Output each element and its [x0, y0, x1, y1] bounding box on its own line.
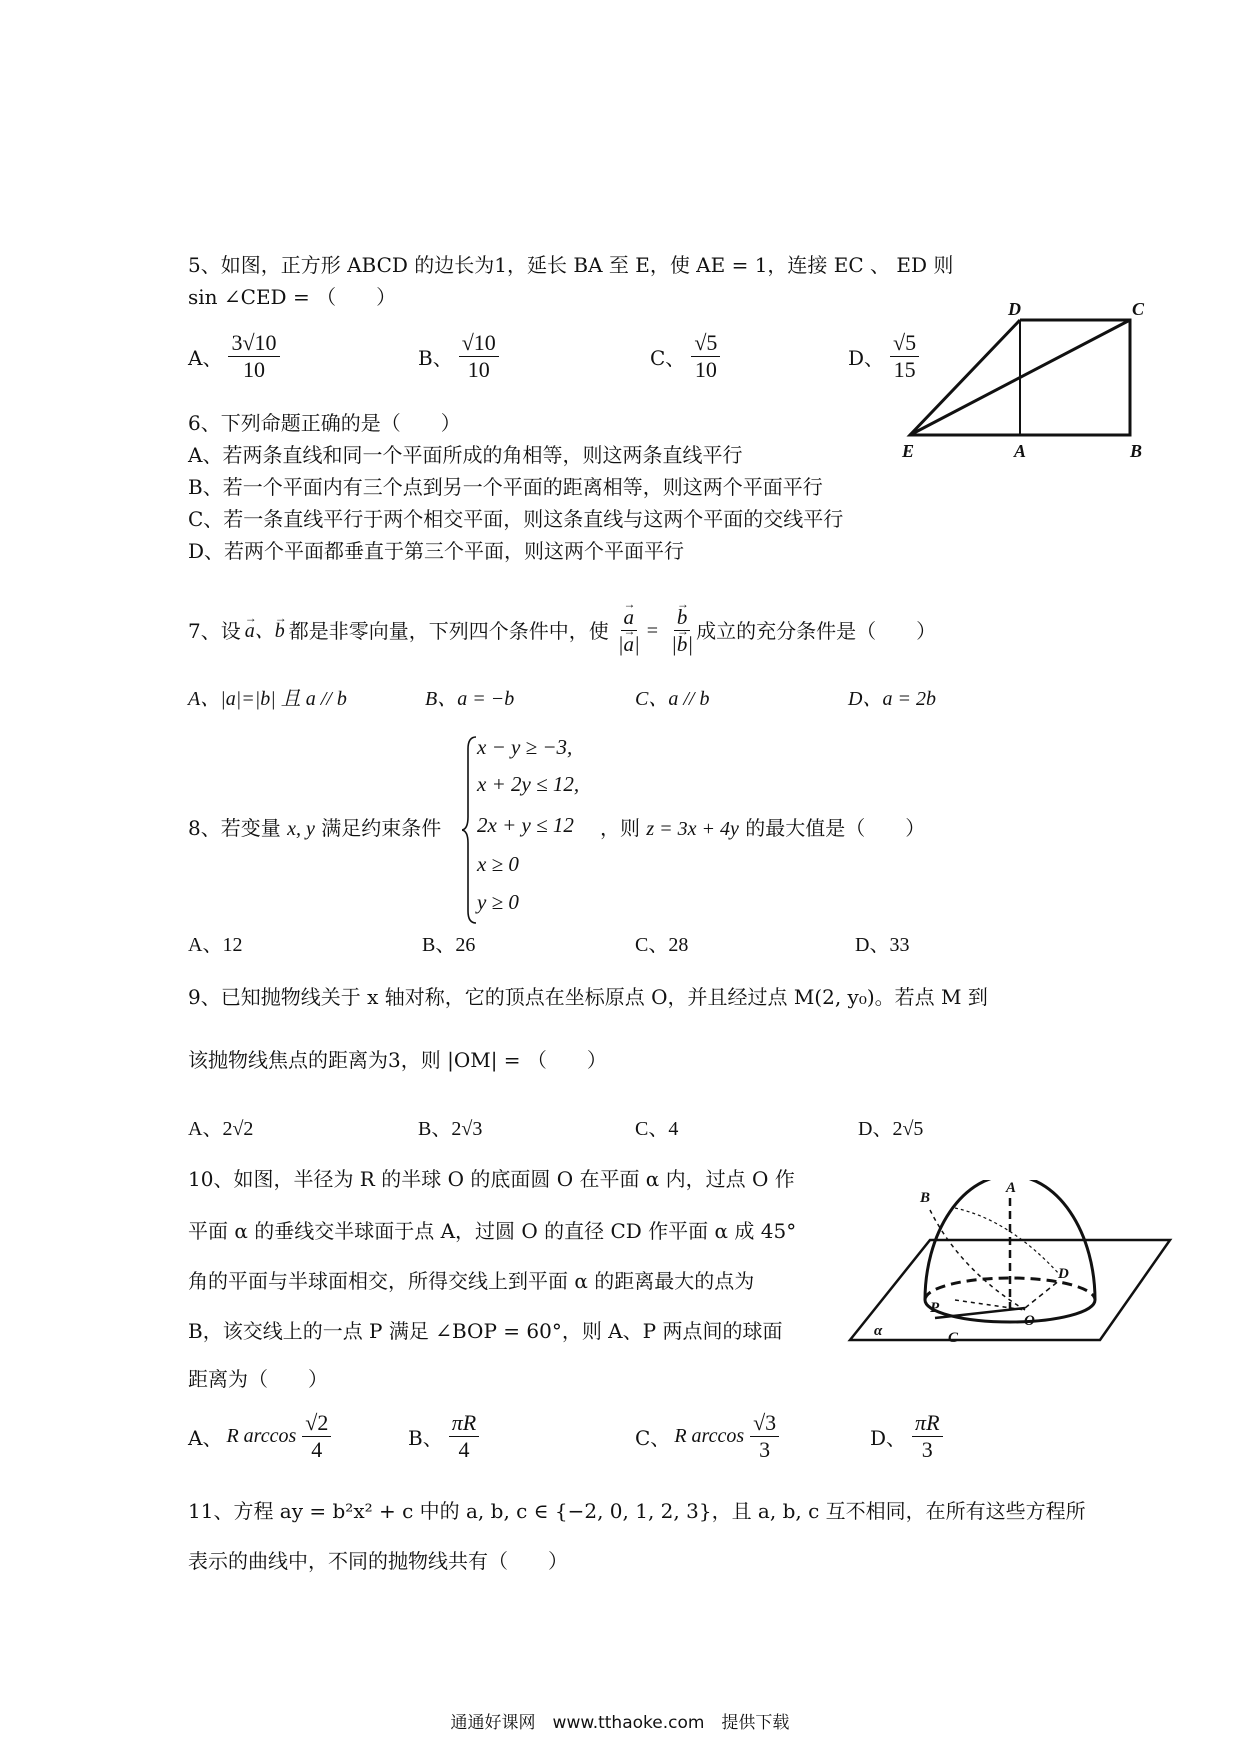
q10-stem-line5: 距离为（ ）: [188, 1367, 328, 1391]
q7-option-d: D、a = 2b: [848, 688, 936, 710]
q5-label-a: A: [1014, 441, 1027, 461]
q5-option-c: C、 $\frac{√5}{10}$: [650, 330, 720, 383]
q6-stem: 6、下列命题正确的是（ ）: [188, 411, 461, 435]
q7-option-b: B、a = −b: [425, 688, 515, 710]
q8-constraint-2: x + 2y ≤ 12,: [477, 772, 580, 796]
q5-stem-line2: sin ∠CED = （ ）: [188, 285, 397, 309]
q8-constraint-4: x ≥ 0: [477, 852, 519, 876]
q7-option-c: C、a // b: [635, 688, 710, 710]
q10-option-d: D、 $\frac{\pi R}{3}$: [870, 1410, 943, 1463]
q11-stem-line2: 表示的曲线中，不同的抛物线共有（ ）: [188, 1549, 568, 1573]
q10-option-a: A、 R arccos $\frac{√2}{4}$: [188, 1410, 331, 1463]
q10-label-p: P: [930, 1300, 940, 1316]
q6-option-d: D、若两个平面都垂直于第三个平面，则这两个平面平行: [188, 539, 685, 563]
q9-option-c: C、4: [635, 1118, 679, 1140]
q9-option-b: B、2√3: [418, 1118, 483, 1140]
q8-constraint-5: y ≥ 0: [477, 890, 519, 914]
q10-label-a: A: [1006, 1180, 1017, 1196]
q5-label-d: D: [1008, 300, 1021, 319]
q10-option-c: C、 R arccos $\frac{√3}{3}$: [635, 1410, 779, 1463]
q9-option-a: A、2√2: [188, 1118, 254, 1140]
q5-option-a: A、 $\frac{3√10}{10}$: [188, 330, 280, 383]
q5-label-b: B: [1130, 441, 1143, 461]
q5-label-e: E: [902, 441, 915, 461]
q6-option-a: A、若两条直线和同一个平面所成的角相等，则这两条直线平行: [188, 443, 743, 467]
page-footer: 通通好课网 www.tthaoke.com 提供下载: [450, 1713, 790, 1733]
q8-option-a: A、12: [188, 934, 243, 956]
q10-hemisphere-figure: [840, 1180, 1180, 1350]
q5-stem-line1: 5、如图，正方形 ABCD 的边长为1，延长 BA 至 E，使 AE = 1，连接 EC 、 ED 则: [188, 253, 954, 277]
q9-stem-line2: 该抛物线焦点的距离为3，则 |OM| = （ ）: [188, 1048, 607, 1072]
q7-stem: 7、设 → a、→ b 都是非零向量，下列四个条件中，使 → $\frac{a}{|\to a|}$ = → $\frac{b}{|\to b|}$ 成立的充分条件是（ ）: [188, 604, 936, 657]
q10-stem-line2: 平面 α 的垂线交半球面于点 A，过圆 O 的直径 CD 作平面 α 成 45°: [188, 1219, 797, 1243]
q5-option-b: B、 $\frac{√10}{10}$: [418, 330, 499, 383]
q8-constraint-3: 2x + y ≤ 12: [477, 813, 574, 837]
q10-label-b: B: [920, 1190, 931, 1206]
q8-option-b: B、26: [422, 934, 476, 956]
q10-label-d: D: [1058, 1266, 1069, 1282]
q8-stem-right: ，则 z = 3x + 4y 的最大值是（ ）: [600, 816, 926, 840]
q8-stem-left: 8、若变量 x, y 满足约束条件: [188, 816, 442, 840]
q8-constraint-1: x − y ≥ −3,: [477, 735, 573, 759]
q10-stem-line1: 10、如图，半径为 R 的半球 O 的底面圆 O 在平面 α 内，过点 O 作: [188, 1167, 795, 1191]
q10-label-o: O: [1024, 1313, 1035, 1329]
q9-stem-line1: 9、已知抛物线关于 x 轴对称，它的顶点在坐标原点 O，并且经过点 M(2, y₀)。若点 M 到: [188, 985, 988, 1009]
q8-option-d: D、33: [855, 934, 910, 956]
q10-label-alpha: α: [874, 1323, 883, 1339]
q5-option-d: D、 $\frac{√5}{15}$: [848, 330, 919, 383]
q6-option-c: C、若一条直线平行于两个相交平面，则这条直线与这两个平面的交线平行: [188, 507, 844, 531]
q11-stem-line1: 11、方程 ay = b²x² + c 中的 a, b, c ∈ {−2, 0, 1, 2, 3}，且 a, b, c 互不相同，在所有这些方程所: [188, 1499, 1086, 1523]
q6-option-b: B、若一个平面内有三个点到另一个平面的距离相等，则这两个平面平行: [188, 475, 823, 499]
q10-option-b: B、 $\frac{\pi R}{4}$: [408, 1410, 479, 1463]
q5-square-figure: [890, 300, 1170, 470]
q5-label-c: C: [1132, 300, 1145, 319]
q9-option-d: D、2√5: [858, 1118, 924, 1140]
q10-stem-line4: B，该交线上的一点 P 满足 ∠BOP = 60°，则 A、P 两点间的球面: [188, 1319, 783, 1343]
q8-option-c: C、28: [635, 934, 689, 956]
q10-stem-line3: 角的平面与半球面相交，所得交线上到平面 α 的距离最大的点为: [188, 1269, 755, 1293]
q10-label-c: C: [948, 1330, 959, 1346]
q8-brace: [462, 735, 478, 925]
q7-option-a: A、|a|=|b| 且 a // b: [188, 688, 347, 710]
